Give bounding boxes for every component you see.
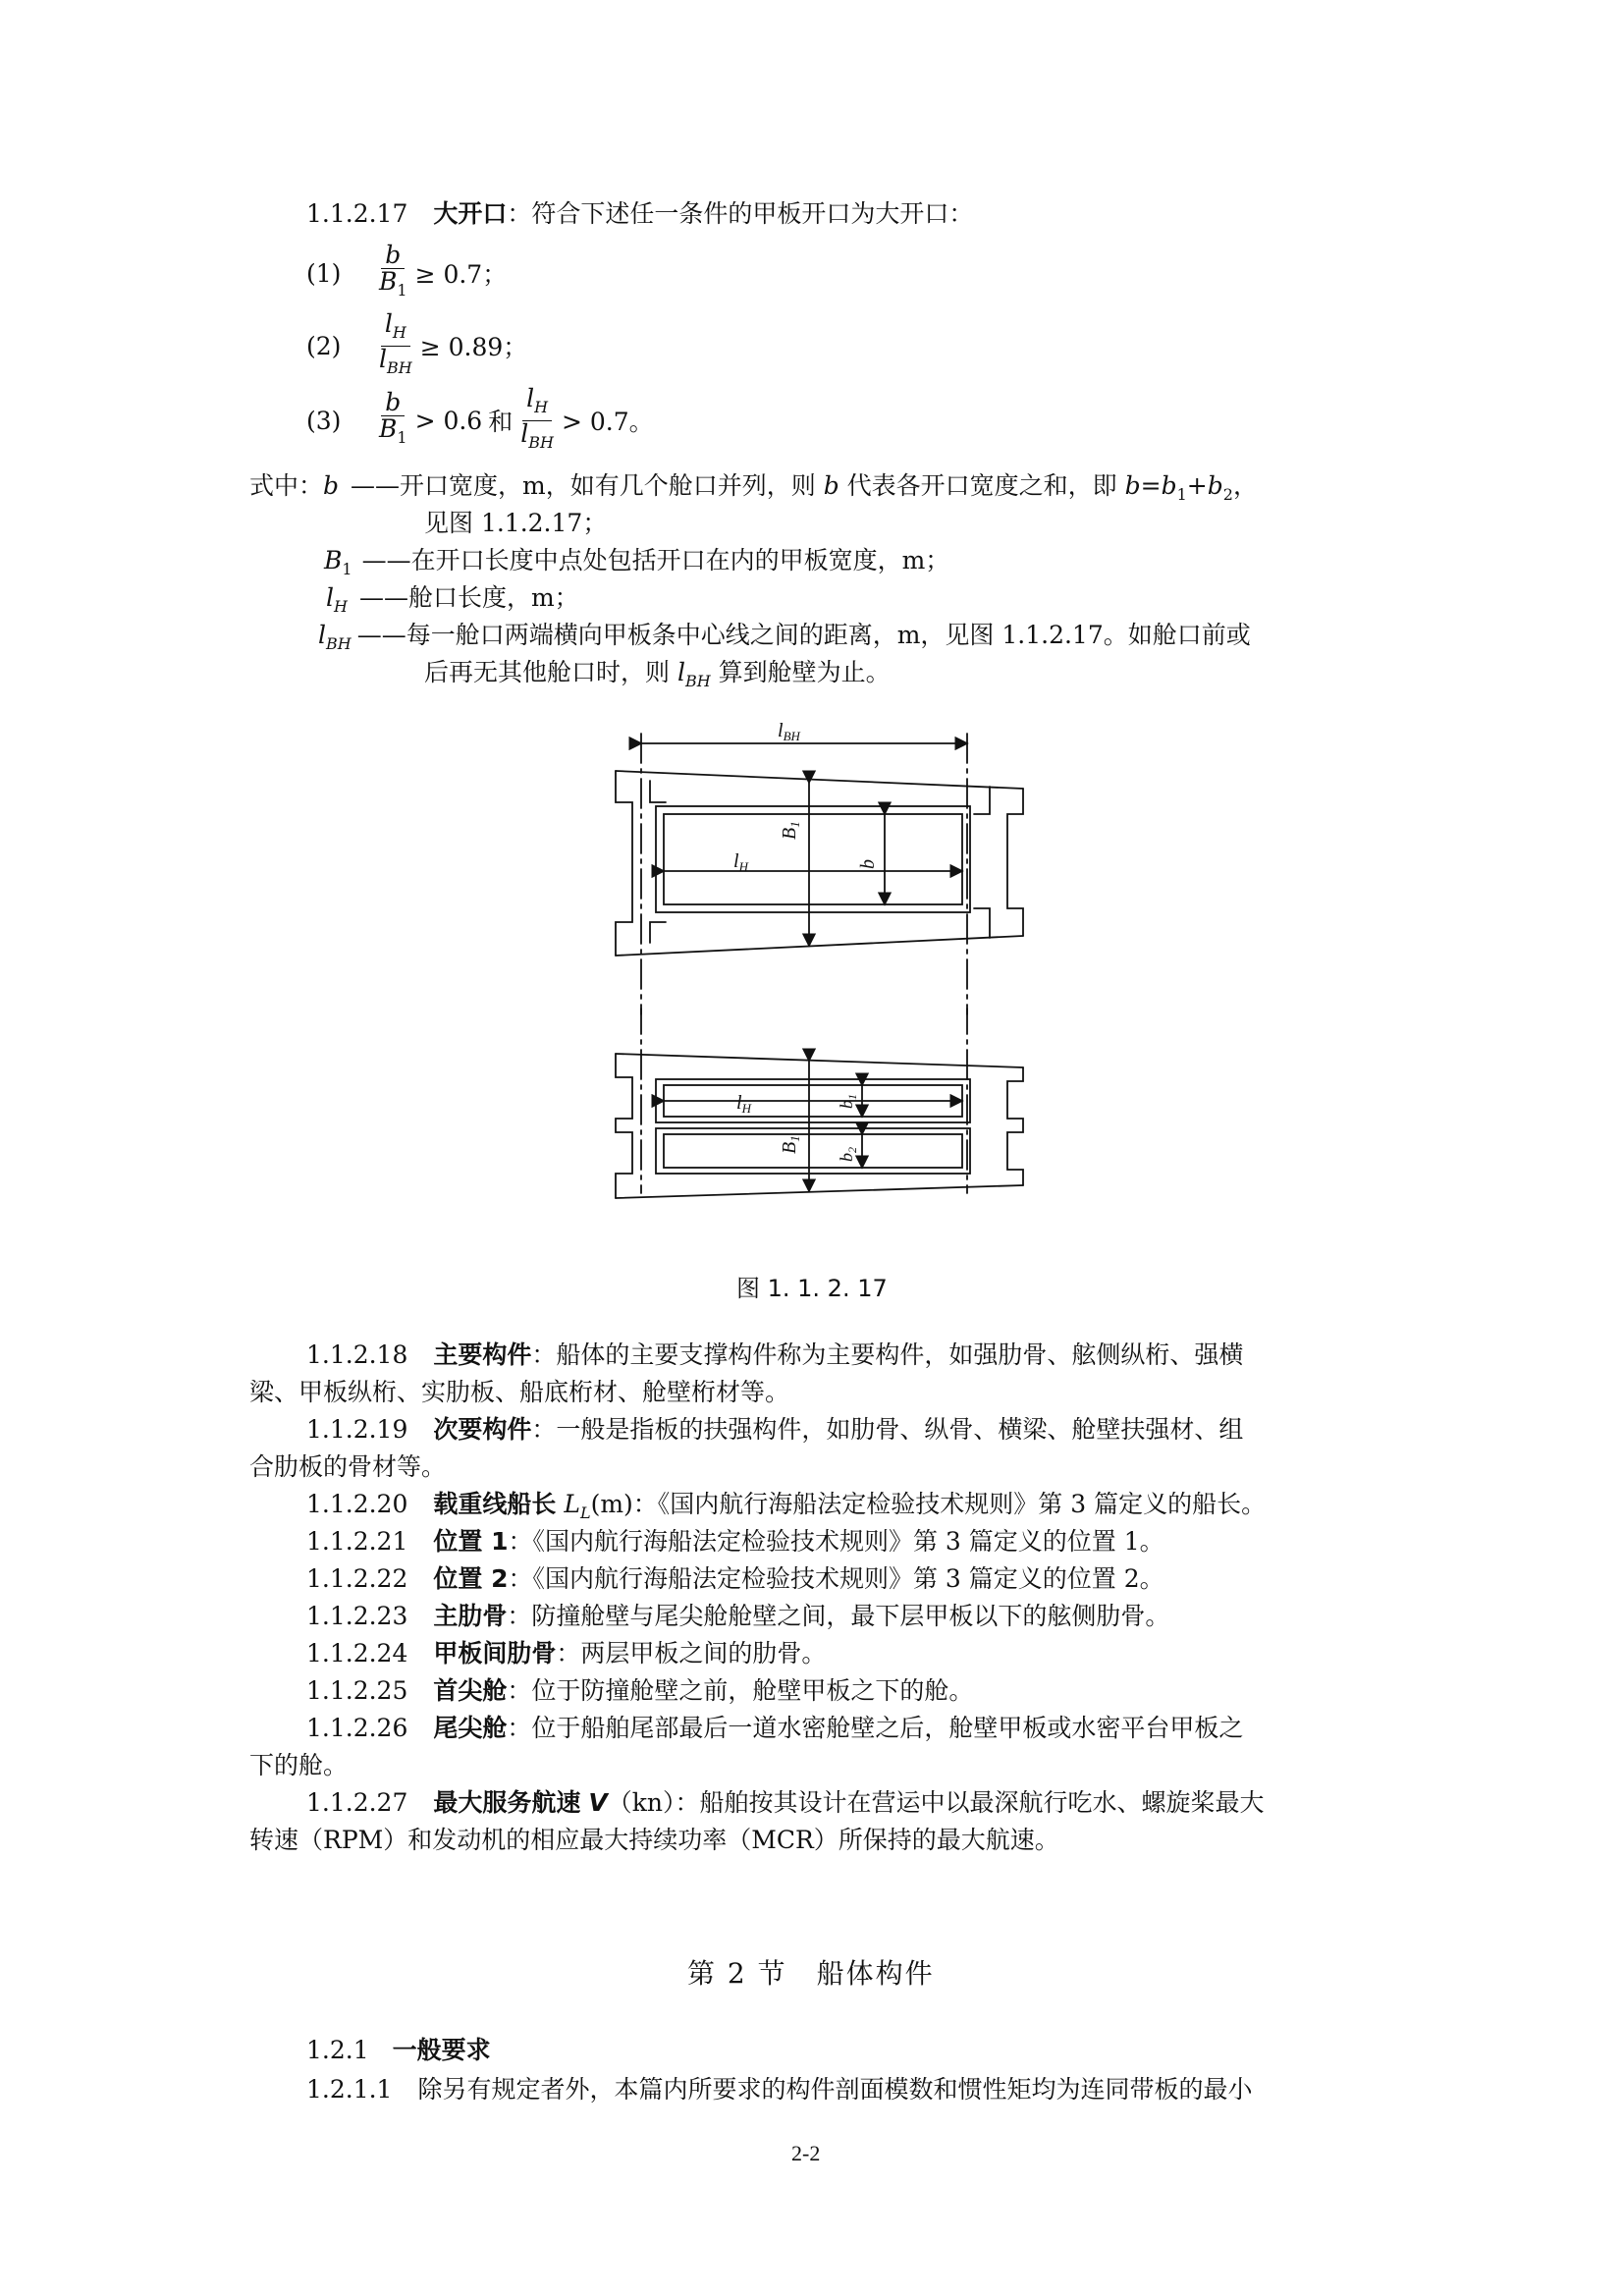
para-1-1-2-27: 1.1.2.27 最大服务航速 V（kn）：船舶按其设计在营运中以最深航行吃水、螺旋桨最大 [306, 1788, 1265, 1817]
para-1-2-1-1: 1.2.1.1 除另有规定者外，本篇内所要求的构件剖面模数和惯性矩均为连同带板的最小 [306, 2075, 1253, 2104]
figure-label-B1: $B_1$ [779, 821, 802, 840]
para-1-1-2-21: 1.1.2.21 位置 1：《国内航行海船法定检验技术规则》第 3 篇定义的位置 1。 [306, 1527, 1164, 1556]
para-1-1-2-26: 1.1.2.26 尾尖舱：位于船舶尾部最后一道水密舱壁之后，舱壁甲板或水密平台甲板之 [306, 1714, 1244, 1742]
definition-lH: $l_H$ ——舱口长度，m； [326, 583, 579, 616]
definition-lBH: $l_{BH}$ ——每一舱口两端横向甲板条中心线之间的距离，m，见图 1.1.2.17。如舱口前或 [318, 621, 1251, 653]
page-number: 2-2 [791, 2141, 821, 2165]
definition-b: 式中：b ——开口宽度，m，如有几个舱口并列，则 b 代表各开口宽度之和，即 $b=b_1+b_2$， [249, 471, 1258, 504]
condition-op2: > 0.7。 [561, 408, 654, 436]
para-1-1-2-23: 1.1.2.23 主肋骨：防撞舱壁与尾尖舱舱壁之间，最下层甲板以下的舷侧肋骨。 [306, 1602, 1170, 1630]
figure-label-B1-lower: $B_1$ [779, 1135, 802, 1154]
figure-label-lBH: $l_{BH}$ [778, 722, 800, 743]
condition-op: ≥ 0.7； [414, 260, 508, 289]
para-1-1-2-24: 1.1.2.24 甲板间肋骨：两层甲板之间的肋骨。 [306, 1639, 827, 1667]
para-term: 大开口 [433, 199, 508, 228]
para-1-1-2-25: 1.1.2.25 首尖舱：位于防撞舱壁之前，舱壁甲板之下的舱。 [306, 1676, 974, 1705]
para-1-1-2-20: 1.1.2.20 载重线船长 $L_L(m)$：《国内航行海船法定检验技术规则》第 3 篇定义的船长。 [306, 1490, 1267, 1522]
definitions-intro: 式中： [249, 471, 324, 500]
figure-label-lH-lower: $l_H$ [736, 1092, 751, 1116]
condition-op: ≥ 0.89； [419, 333, 528, 361]
figure-label-b2: $b_2$ [837, 1147, 859, 1162]
fraction-lH-over-lBH: $\frac{l_H}{l_{BH}}$ [520, 383, 554, 452]
para-1-1-2-26-cont: 下的舱。 [249, 1751, 349, 1779]
figure-label-lH: $l_H$ [733, 850, 748, 874]
condition-3 [306, 383, 654, 452]
symbol-B1: B [324, 546, 343, 574]
definition-B1: $B_1$ ——在开口长度中点处包括开口在内的甲板宽度，m； [324, 546, 950, 578]
condition-and: 和 [488, 408, 514, 436]
para-1-1-2-17 [306, 196, 973, 232]
condition-label: (2) [306, 331, 342, 360]
condition-1 [306, 242, 507, 304]
para-text: ：符合下述任一条件的甲板开口为大开口： [507, 199, 974, 228]
section-title: 第 2 节 船体构件 [687, 1957, 935, 1990]
para-1-1-2-19: 1.1.2.19 次要构件：一般是指板的扶强构件，如肋骨、纵骨、横梁、舱壁扶强材、组 [306, 1415, 1244, 1444]
subsection-1-2-1: 1.2.1 一般要求 [306, 2036, 491, 2064]
para-1-1-2-27-cont: 转速（RPM）和发动机的相应最大持续功率（MCR）所保持的最大航速。 [249, 1826, 1059, 1854]
symbol-b: b [323, 471, 340, 500]
fraction-b-over-B1: $\frac{b}{B_1}$ [379, 388, 407, 447]
fraction-lH-over-lBH: $\frac{l_H}{l_{BH}}$ [379, 308, 412, 377]
condition-label: (1) [306, 258, 342, 288]
condition-op1: > 0.6 [414, 406, 483, 435]
definition-lBH-cont: 后再无其他舱口时，则 $l_{BH}$ 算到舱壁为止。 [424, 658, 891, 690]
para-1-1-2-18-cont: 梁、甲板纵桁、实肋板、船底桁材、舱壁桁材等。 [249, 1378, 790, 1406]
condition-label: (3) [306, 406, 342, 435]
para-1-1-2-18: 1.1.2.18 主要构件：船体的主要支撑构件称为主要构件，如强肋骨、舷侧纵桁、强横 [306, 1340, 1244, 1369]
figure-label-b1: $b_1$ [837, 1094, 859, 1109]
figure-label-b: b [857, 859, 879, 869]
para-1-1-2-19-cont: 合肋板的骨材等。 [249, 1452, 447, 1481]
figure-caption: 图 1. 1. 2. 17 [736, 1275, 888, 1302]
symbol-lH: l [326, 583, 334, 612]
para-1-1-2-22: 1.1.2.22 位置 2：《国内航行海船法定检验技术规则》第 3 篇定义的位置 2。 [306, 1564, 1164, 1593]
definition-b-cont: 见图 1.1.2.17； [424, 509, 608, 537]
para-number: 1.1.2.17 [306, 199, 408, 228]
symbol-lBH: l [318, 621, 326, 649]
fraction-b-over-B1: $\frac{b}{B_1}$ [379, 241, 407, 300]
figure-1-1-2-17 [599, 722, 1031, 1252]
condition-2 [306, 308, 528, 377]
